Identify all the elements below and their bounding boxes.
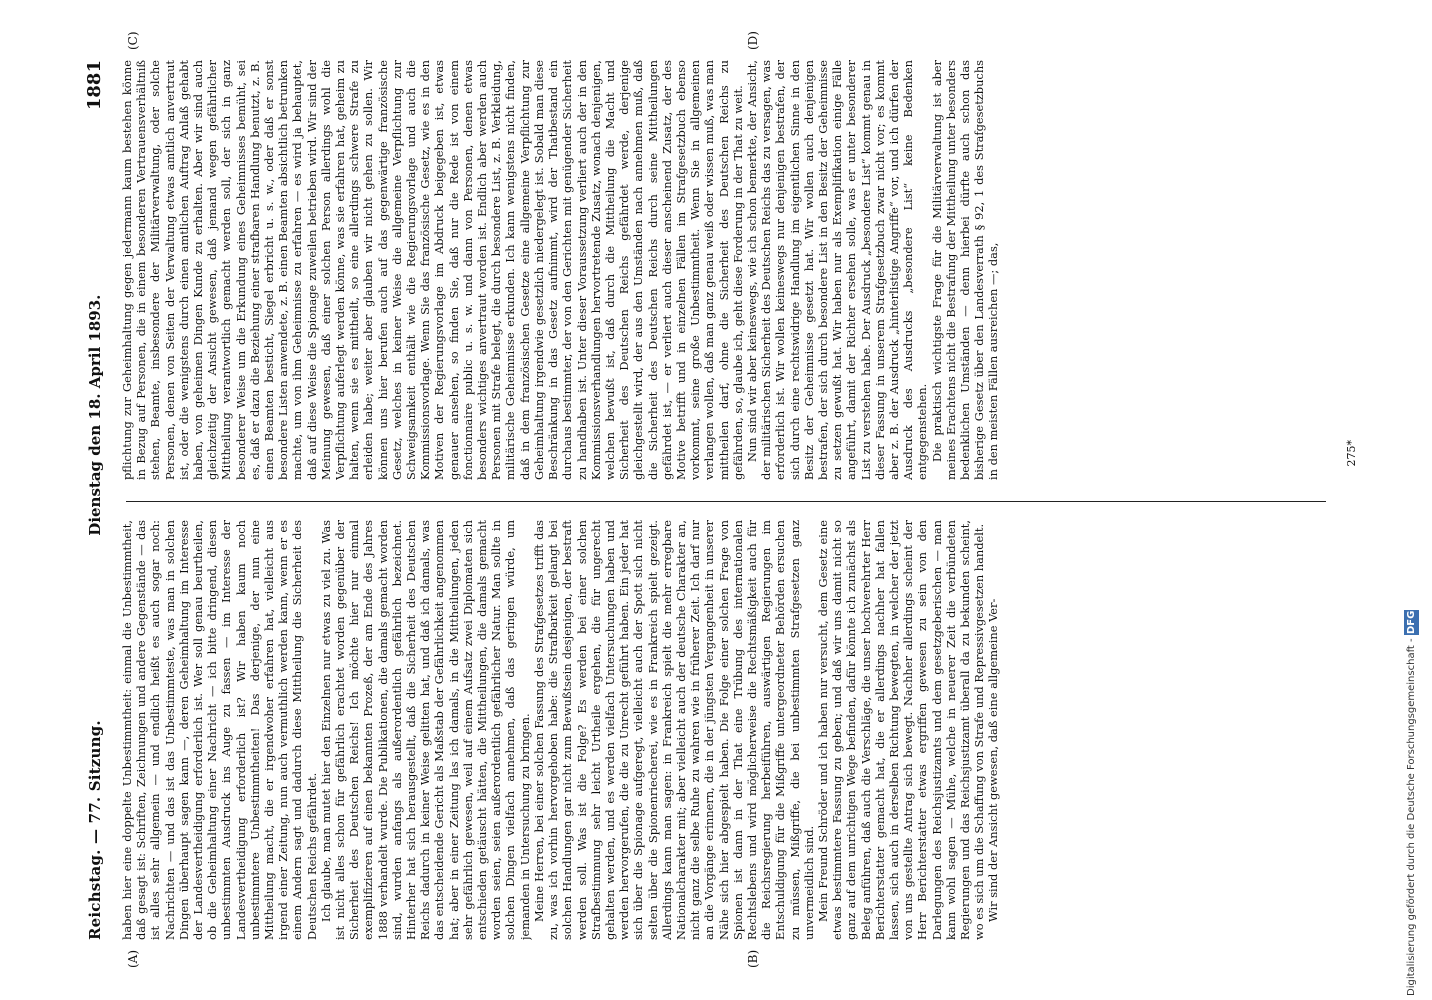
margin-marker-c: (C) (126, 31, 140, 50)
paragraph: Wir sind der Ansicht gewesen, daß eine allgemeine Ver- (986, 598, 1001, 922)
paragraph: Nun sind wir aber keineswegs, wie ich schon bemerkte, der Ansicht, der militärischen Sicherheit des Deutschen Reichs das zu versagen, was erforderlich ist. Wir wollen keineswegs nur denjenigen bestrafen, der sich durch eine rechtswidrige Handlung im eigentlichen Sinne in den Besitz der Geheimnisse gesetzt hat. Wir wollen auch denjenigen bestrafen, der sich durch besondere List in den Besitz der Geheimnisse zu setzen gewußt hat. Wir haben nur als Exemplifikation einige Fälle angeführt, damit der Richter ersehen solle, was er unter besonderer List zu verstehen habe. Der Ausdruck „besondere List“ kommt genau in dieser Fassung in unserem Strafgesetzbuch zwar nicht vor; es kommt aber z. B. der Ausdruck „hinterlistige Angriffe“ vor, und ich dürfen der Ausdruck des Ausdrucks „besondere List“ keine Bedenken entgegenstehen. (744, 60, 930, 480)
rotated-page-content (56, 20, 1376, 980)
header-page-number: 1881 (84, 60, 105, 111)
header-date: Dienstag den 18. April 1893. (86, 294, 104, 536)
dfg-logo: DFG (1406, 610, 1417, 635)
paragraph: Mein Freund Schröder und ich haben nur versucht, dem Gesetz eine etwas bestimmtere Fassung zu geben; und daß wir uns damit nicht so ganz auf dem unrichtigen Wege befinden, dafür könnte ich zunächst als Beleg anführen, daß auch die Verschläge, die unser hochverehrter Herr Berichterstatter gemacht hat, die er allerdings nachher hat fallen lassen, sich auch in derselben Richtung bewegten, in welcher der jetzt von uns gestellte Antrag sich bewegt. Nachher allerdings scheint der Herr Berichterstatter etwas ergriffen gewesen zu sein von den Darlegungen des Reichsjustizamts und dem gesetzgeberischen — man kann wohl sagen — Mühe, welche in neuerer Zeit die verbündeten Regierungen und das Reichsjustizamt überall da zu bekunden scheint, wo es sich um die Schaffung von Strafe und Repressivgesetzen handelt. (815, 520, 987, 940)
left-text-column (120, 520, 1334, 940)
credit-text: Digitalisierung gefördert durch die Deutsche Forschungsgemeinschaft - (1406, 638, 1417, 996)
column-divider (126, 501, 1326, 502)
header-session: Reichstag. — 77. Sitzung. (86, 720, 104, 940)
running-header (84, 60, 112, 940)
digitization-credit (1404, 6, 1426, 996)
right-text-column (120, 60, 1334, 480)
margin-marker-b: (B) (746, 949, 760, 968)
paragraph: pflichtung zur Geheimhaltung gegen jedermann kaum bestehen könne in Bezug auf Personen, die in einem besonderen Vertrauensverhältniß stehen, Beamte, insbesondere der Militärverwaltung, oder solche Personen, denen von Seiten der Verwaltung etwas amtlich anvertraut ist, oder die wenigstens durch einen amtlichen Auftrag Anlaß gehabt haben, von geheimen Dingen Kunde zu erhalten. Aber wir sind auch gleichzeitig der Ansicht gewesen, daß jemand wegen gefährlicher Mittheilung verantwortlich gemacht werden soll, der sich in ganz besonderer Weise um die Erkundung eines Geheimnisses bemüht, sei es, daß er dazu die Beziehung einer strafbaren Handlung benutzt, z. B. einen Beamten besticht, Siegel erbricht u. s. w., oder daß er sonst besondere Listen anwendete, z. B. einen Beamten absichtlich betrunken machte, um von ihm Geheimnisse zu erfahren — es wird ja behauptet, daß auf diese Weise die Spionage zuweilen betrieben wird. Wir sind der Meinung gewesen, daß einer solchen Person allerdings wohl die Verpflichtung auferlegt werden könne, was sie erfahren hat, geheim zu halten, wenn sie es mittheilt, so eine allerdings schwere Strafe zu erleiden habe; weiter aber glauben wir nicht gehen zu sollen. Wir können uns hier berufen auch auf das gegenwärtige französische Gesetz, welches in keiner Weise die allgemeine Verpflichtung zur Schweigsamkeit enthält wie die Regierungsvorlage und auch die Kommissionsvorlage. Wenn Sie das französische Gesetz, wie es in den Motiven der Regierungsvorlage im Abdruck beigegeben ist, etwas genauer ansehen, so finden Sie, daß nur die Rede ist von einem fonctionnaire public u. s. w. und dann von Personen, denen etwas besonders wichtiges anvertraut worden ist. Endlich aber werden auch Personen mit Strafe belegt, die durch besondere List, z. B. Verkleidung, militärische Geheimnisse erkunden. Ich kann wenigstens nicht finden, daß in dem französischen Gesetze eine allgemeine Verpflichtung zur Geheimhaltung irgendwie gesetzlich niedergelegt ist. Sobald man diese Beschränkung in das Gesetz aufnimmt, wird der Thatbestand ein durchaus bestimmter, der von den Gerichten mit genügender Sicherheit zu handhaben ist. Unter dieser Voraussetzung verliert auch der in den Kommissionsverhandlungen hervortretende Zusatz, wonach denjenigen, welchen bewußt ist, daß durch die Mittheilung die Macht und Sicherheit des Deutschen Reichs gefährdet werde, derjenige gleichgestellt wird, der aus den Umständen nach annehmen muß, daß die Sicherheit des Deutschen Reichs durch seine Mittheilungen gefährdet ist, — er verliert auch dieser anscheinend Zusatz, der des Motive betrifft und in einzelnen Fällen im Strafgesetzbuch ebenso vorkommt, seine große Unbestimmtheit. Wenn Sie in allgemeinen verlangen wollen, daß man ganz genau weiß oder wissen muß, was man mittheilen darf, ohne die Sicherheit des Deutschen Reichs zu gefährden, so, glaube ich, geht diese Forderung in der That zu weit. (120, 60, 745, 480)
paragraph: haben hier eine doppelte Unbestimmtheit: einmal die Unbestimmtheit, daß gesagt ist: Schriften, Zeichnungen und andere Gegenstände — das ist alles sehr allgemein — und endlich heißt es auch sogar noch: Nachrichten — und das ist das Unbestimmteste, was man in solchen Dingen überhaupt sagen kann —, deren Geheimhaltung im Interesse der Landesvertheidigung erforderlich ist. Wer soll genau beurtheilen, ob die Geheimhaltung einer Nachricht — ich bitte dringend, diesen unbestimmten Ausdruck ins Auge zu fassen — im Interesse der Landesvertheidigung erforderlich ist? Wir haben kaum noch unbestimmtere Unbestimmtheiten! Das derjenige, der nun eine Mittheilung macht, die er irgendwoher erfahren hat, vielleicht aus irgend einer Zeitung, nun auch vermuthlich werden kann, wenn er es einem Andern sagt und dadurch diese Mittheilung die Sicherheit des Deutschen Reichs gefährdet. (120, 520, 319, 940)
margin-marker-a: (A) (126, 949, 140, 968)
sheet-signature: 275* (1345, 440, 1358, 467)
paragraph: Ich glaube, man mutet hier den Einzelnen nur etwas zu viel zu. Was ist nicht alles schon für gefährlich erachtet worden gegenüber der Sicherheit des Deutschen Reichs! Ich möchte hier nur einmal exemplifizieren auf einen bekannten Prozeß, der am Ende des Jahres 1888 verhandelt wurde. Die Publikationen, die damals gemacht worden sind, wurden anfangs als außerordentlich gefährlich bezeichnet. Hinterher hat sich herausgestellt, daß die Sicherheit des Deutschen Reichs dadurch in keiner Weise gelitten hat, und daß ich damals, was das entscheidende Gericht als Maßstab der Gefährlichkeit angenommen hat; aber in einer Zeitung las ich damals, in die Mittheilungen, jeden sehr gefährlich gewesen, weil auf einem Aufsatz zwei Diplomaten sich entschieden getäuscht hätten, die Mittheilungen, die damals gemacht worden seien, seien außerordentlich gefährlicher Natur. Man sollte in solchen Dingen vielfach annehmen, daß das geringen würde, um jemanden in Untersuchung zu bringen. (318, 520, 532, 940)
paragraph: Meine Herren, bei einer solchen Fassung des Strafgesetzes trifft das zu, was ich vorhin hervorgehoben habe: die Strafbarkeit gelangt bei solchen Handlungen gar nicht zum Bewußtsein desjenigen, der bestraft werden soll. Was ist die Folge? Es werden bei einer solchen Strafbestimmung sehr leicht Urtheile ergehen, die für ungerecht gehalten werden, und es werden vielfach Untersuchungen haben und werden hervorgerufen, die die zu Unrecht geführt haben. Ein jeder hat sich über die Spionage aufgeregt, vielleicht auch der Spott sich nicht selten über die Spionenriecherei, wie es in Frankreich spielt gezeigt. Allerdings kann man sagen: in Frankreich spielt die mehr erregbare Nationalcharakter mit; aber vielleicht auch der deutsche Charakter an, nicht ganz die selbe Ruhe zu wahren wie in früherer Zeit. Ich darf nur an die Vorgänge erinnern, die in der jüngsten Vergangenheit in unserer Nähe sich hier abgespielt haben. Die Folge einer solchen Frage von Spionen ist dann in der That eine Trübung des internationalen Rechtslebens und wird möglicherweise die Rechtsmäßigkeit auch für die Reichsregierung herbeiführen, auswärtigen Regierungen im Entschuldigung für die Mißgriffe untergeordneter Behörden ersuchen zu müssen, Mißgriffe, die bei unbestimmten Strafgesetzen ganz unvermeidlich sind. (531, 520, 816, 940)
paragraph: Die praktisch wichtigste Frage für die Militärverwaltung ist aber meines Erachtens nicht die Bestrafung der Mittheilung unter besonders bedenklichen Umständen — denn hierbei dürfte auch schon das bisherige Gesetz über den Landesverrath § 92, 1 des Strafgesetzbuchs in den meisten Fällen ausreichen —; das, (929, 60, 1001, 480)
margin-marker-d: (D) (746, 31, 760, 50)
